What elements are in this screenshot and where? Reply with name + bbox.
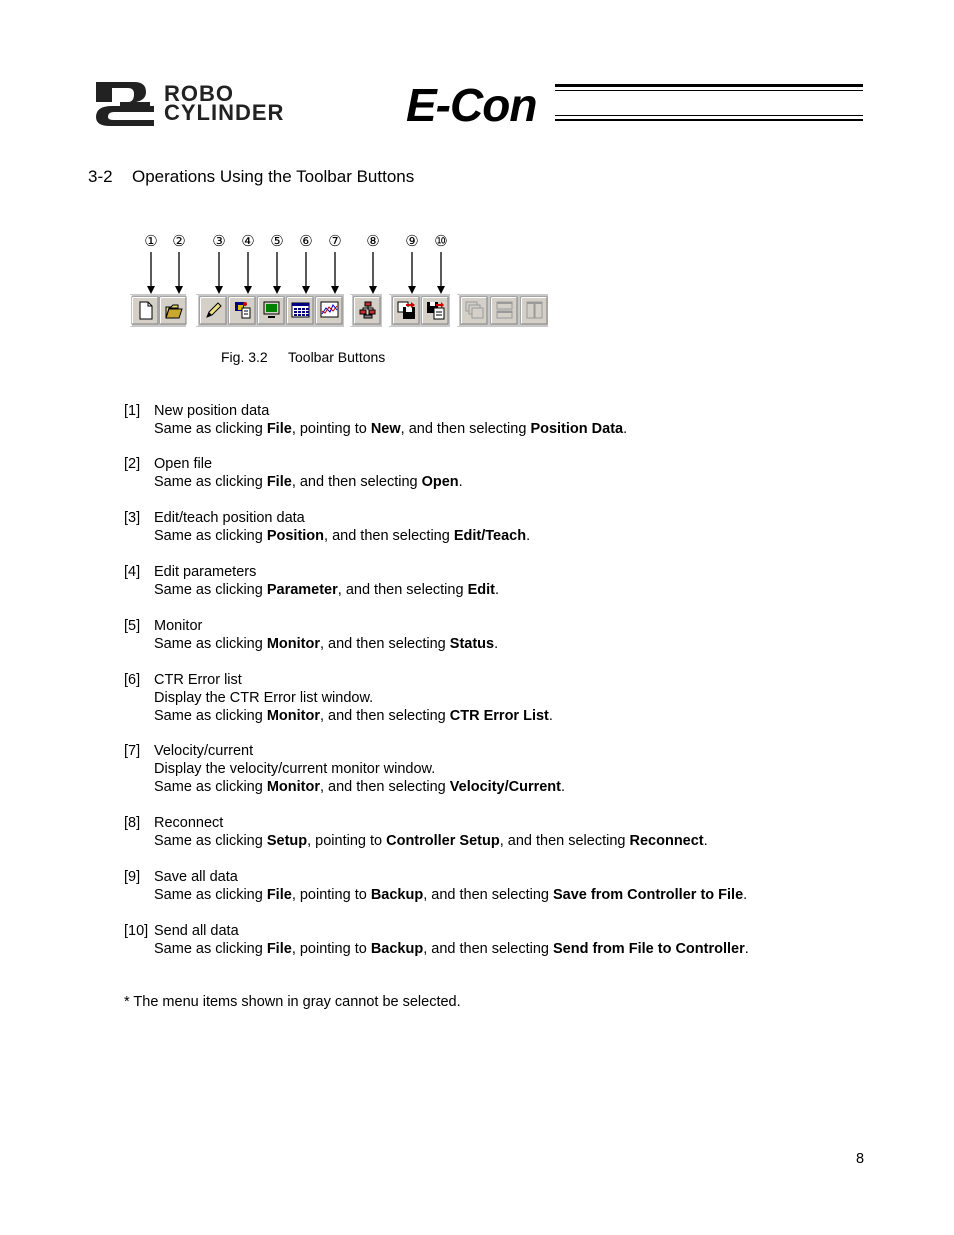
menu-term: File [266, 940, 292, 957]
toolbar-button[interactable] [354, 297, 380, 324]
item-index: [3] [124, 510, 141, 526]
item-description-line [154, 833, 708, 851]
description-text: , and then selecting [400, 420, 531, 437]
menu-term: Status [449, 635, 495, 652]
description-text: , and then selecting [324, 527, 454, 544]
description-text: , and then selecting [319, 778, 450, 795]
list-item [124, 510, 530, 546]
callout-arrowhead [369, 286, 377, 294]
description-text: , pointing to [291, 886, 371, 903]
description-text: . [494, 635, 499, 652]
list-item [124, 672, 553, 725]
menu-term: Controller Setup [386, 832, 500, 849]
callout-number: ⑧ [366, 232, 380, 250]
callout-arrowhead [408, 286, 416, 294]
callout-arrowhead [331, 286, 339, 294]
description-text: , pointing to [291, 940, 371, 957]
toolbar-button[interactable] [461, 297, 487, 324]
item-index: [2] [124, 456, 141, 472]
velocity-chart-icon [321, 302, 338, 317]
menu-term: Backup [370, 940, 424, 957]
section-title [88, 167, 414, 187]
item-description-line [154, 636, 498, 654]
description-text: , and then selecting [423, 940, 553, 957]
list-item [124, 564, 499, 600]
menu-term: Parameter [266, 581, 338, 598]
description-text: Same as clicking [154, 527, 267, 544]
item-index: [7] [124, 743, 141, 759]
section-title-text: Operations Using the Toolbar Buttons [132, 167, 415, 186]
menu-term: Monitor [266, 635, 320, 652]
item-title: Open file [154, 456, 213, 472]
callout-number: ③ [212, 232, 226, 250]
tile-vertical-icon [527, 302, 542, 318]
callout-arrowhead [302, 286, 310, 294]
list-item [124, 923, 749, 959]
toolbar-button[interactable] [491, 297, 517, 324]
callout-number: ⑥ [299, 232, 313, 250]
callout-number: ② [172, 232, 186, 250]
header-rule-top-thin [555, 90, 863, 91]
description-text: . [526, 527, 531, 544]
item-description-line [154, 421, 627, 439]
menu-term: Reconnect [629, 832, 704, 849]
menu-term: Edit/Teach [453, 527, 527, 544]
item-index: [6] [124, 672, 141, 688]
menu-term: Monitor [266, 707, 320, 724]
callout-arrowhead [244, 286, 252, 294]
item-title: Velocity/current [154, 743, 254, 759]
callout-arrowhead [147, 286, 155, 294]
description-text: . [703, 832, 708, 849]
toolbar-button[interactable] [287, 297, 313, 324]
description-text: , pointing to [307, 832, 387, 849]
description-text: Same as clicking [154, 707, 267, 724]
item-index: [1] [124, 403, 141, 419]
description-text: , pointing to [291, 420, 371, 437]
description-text: , and then selecting [291, 473, 422, 490]
description-text: Same as clicking [154, 473, 267, 490]
menu-term: Position [266, 527, 325, 544]
toolbar-button[interactable] [393, 297, 419, 324]
menu-term: Save from Controller to File [553, 886, 744, 903]
callout-number: ⑦ [328, 232, 342, 250]
footnote: * The menu items shown in gray cannot be selected. [124, 994, 461, 1010]
callout-arrowhead [215, 286, 223, 294]
menu-term: Velocity/Current [449, 778, 561, 795]
menu-term: Backup [370, 886, 424, 903]
description-text: , and then selecting [423, 886, 553, 903]
description-text: Same as clicking [154, 581, 267, 598]
item-index: [9] [124, 869, 141, 885]
callout-number: ① [144, 232, 158, 250]
toolbar-figure [130, 230, 550, 330]
toolbar-button[interactable] [200, 297, 226, 324]
menu-term: Open [421, 473, 459, 490]
robo-cylinder-logo [94, 80, 160, 126]
description-text: . [548, 707, 553, 724]
e-con-logo: E-Con [406, 79, 537, 131]
section-number: 3-2 [88, 167, 113, 186]
description-text: . [494, 581, 499, 598]
item-title: Reconnect [154, 815, 224, 831]
error-list-icon [292, 303, 309, 317]
toolbar-button[interactable] [316, 297, 342, 324]
list-item [124, 743, 565, 796]
callout-number: ④ [241, 232, 255, 250]
toolbar-button[interactable] [160, 297, 186, 324]
figure-caption-label: Fig. 3.2 [221, 349, 268, 365]
header-rule-bottom-thin [555, 115, 863, 116]
item-title: New position data [154, 403, 270, 419]
item-title: CTR Error list [154, 672, 242, 688]
callout-arrowhead [437, 286, 445, 294]
menu-term: File [266, 420, 292, 437]
list-item [124, 815, 708, 851]
list-item [124, 456, 463, 492]
toolbar-button[interactable] [132, 297, 158, 324]
new-document-icon [140, 302, 152, 319]
callout-number: ⑤ [270, 232, 284, 250]
list-item [124, 618, 498, 654]
item-description-line [154, 761, 565, 779]
toolbar-button[interactable] [422, 297, 448, 324]
toolbar-button[interactable] [229, 297, 255, 324]
menu-term: Monitor [266, 778, 320, 795]
item-description-line [154, 582, 499, 600]
item-index: [4] [124, 564, 141, 580]
page-number: 8 [856, 1151, 865, 1167]
item-title: Monitor [154, 618, 203, 634]
item-index: [5] [124, 618, 141, 634]
description-text: , and then selecting [319, 635, 450, 652]
description-text: Same as clicking [154, 940, 267, 957]
description-text: Same as clicking [154, 886, 267, 903]
description-text: . [743, 886, 748, 903]
description-text: . [623, 420, 628, 437]
menu-term: Edit [467, 581, 495, 598]
description-text: Same as clicking [154, 420, 267, 437]
menu-term: Setup [266, 832, 308, 849]
description-text: . [744, 940, 749, 957]
callout-arrowhead [175, 286, 183, 294]
description-text: , and then selecting [337, 581, 468, 598]
robo-cylinder-wordmark [164, 81, 285, 125]
item-description-line [154, 887, 747, 905]
callout-number: ⑨ [405, 232, 419, 250]
item-title: Edit/teach position data [154, 510, 305, 526]
item-description-line [154, 941, 749, 959]
menu-term: New [370, 420, 401, 437]
item-title: Edit parameters [154, 564, 257, 580]
list-item [124, 869, 747, 905]
menu-term: Send from File to Controller [553, 940, 745, 957]
figure-caption-text: Toolbar Buttons [288, 349, 386, 365]
logo-line1: ROBO [164, 81, 234, 106]
item-title: Save all data [154, 869, 238, 885]
toolbar-button[interactable] [258, 297, 284, 324]
description-text: . [560, 778, 566, 795]
header-rule-top [555, 84, 863, 87]
description-text: , and then selecting [319, 707, 450, 724]
description-text: Display the CTR Error list window. [154, 689, 374, 706]
description-text: Same as clicking [154, 832, 267, 849]
description-text: , and then selecting [499, 832, 630, 849]
toolbar-button[interactable] [521, 297, 547, 324]
header-rule-bottom [555, 119, 863, 121]
item-description-line [154, 779, 565, 797]
item-description-line [154, 474, 463, 492]
item-index: [8] [124, 815, 141, 831]
item-index: [10] [124, 923, 149, 939]
menu-term: File [266, 473, 292, 490]
item-title: Send all data [154, 923, 239, 939]
logo-line2: CYLINDER [164, 100, 285, 125]
figure-caption [221, 349, 385, 365]
item-description-line [154, 708, 553, 726]
callout-arrowhead [273, 286, 281, 294]
list-item [124, 403, 627, 439]
item-description-line [154, 690, 553, 708]
item-description-line [154, 528, 530, 546]
description-text: Display the velocity/current monitor window. [154, 760, 436, 777]
description-text: Same as clicking [154, 778, 267, 795]
menu-term: CTR Error List [449, 707, 549, 724]
description-text: . [458, 473, 463, 490]
menu-term: Position Data [530, 420, 624, 437]
menu-term: File [266, 886, 292, 903]
description-text: Same as clicking [154, 635, 267, 652]
callout-number: ⑩ [434, 232, 448, 250]
